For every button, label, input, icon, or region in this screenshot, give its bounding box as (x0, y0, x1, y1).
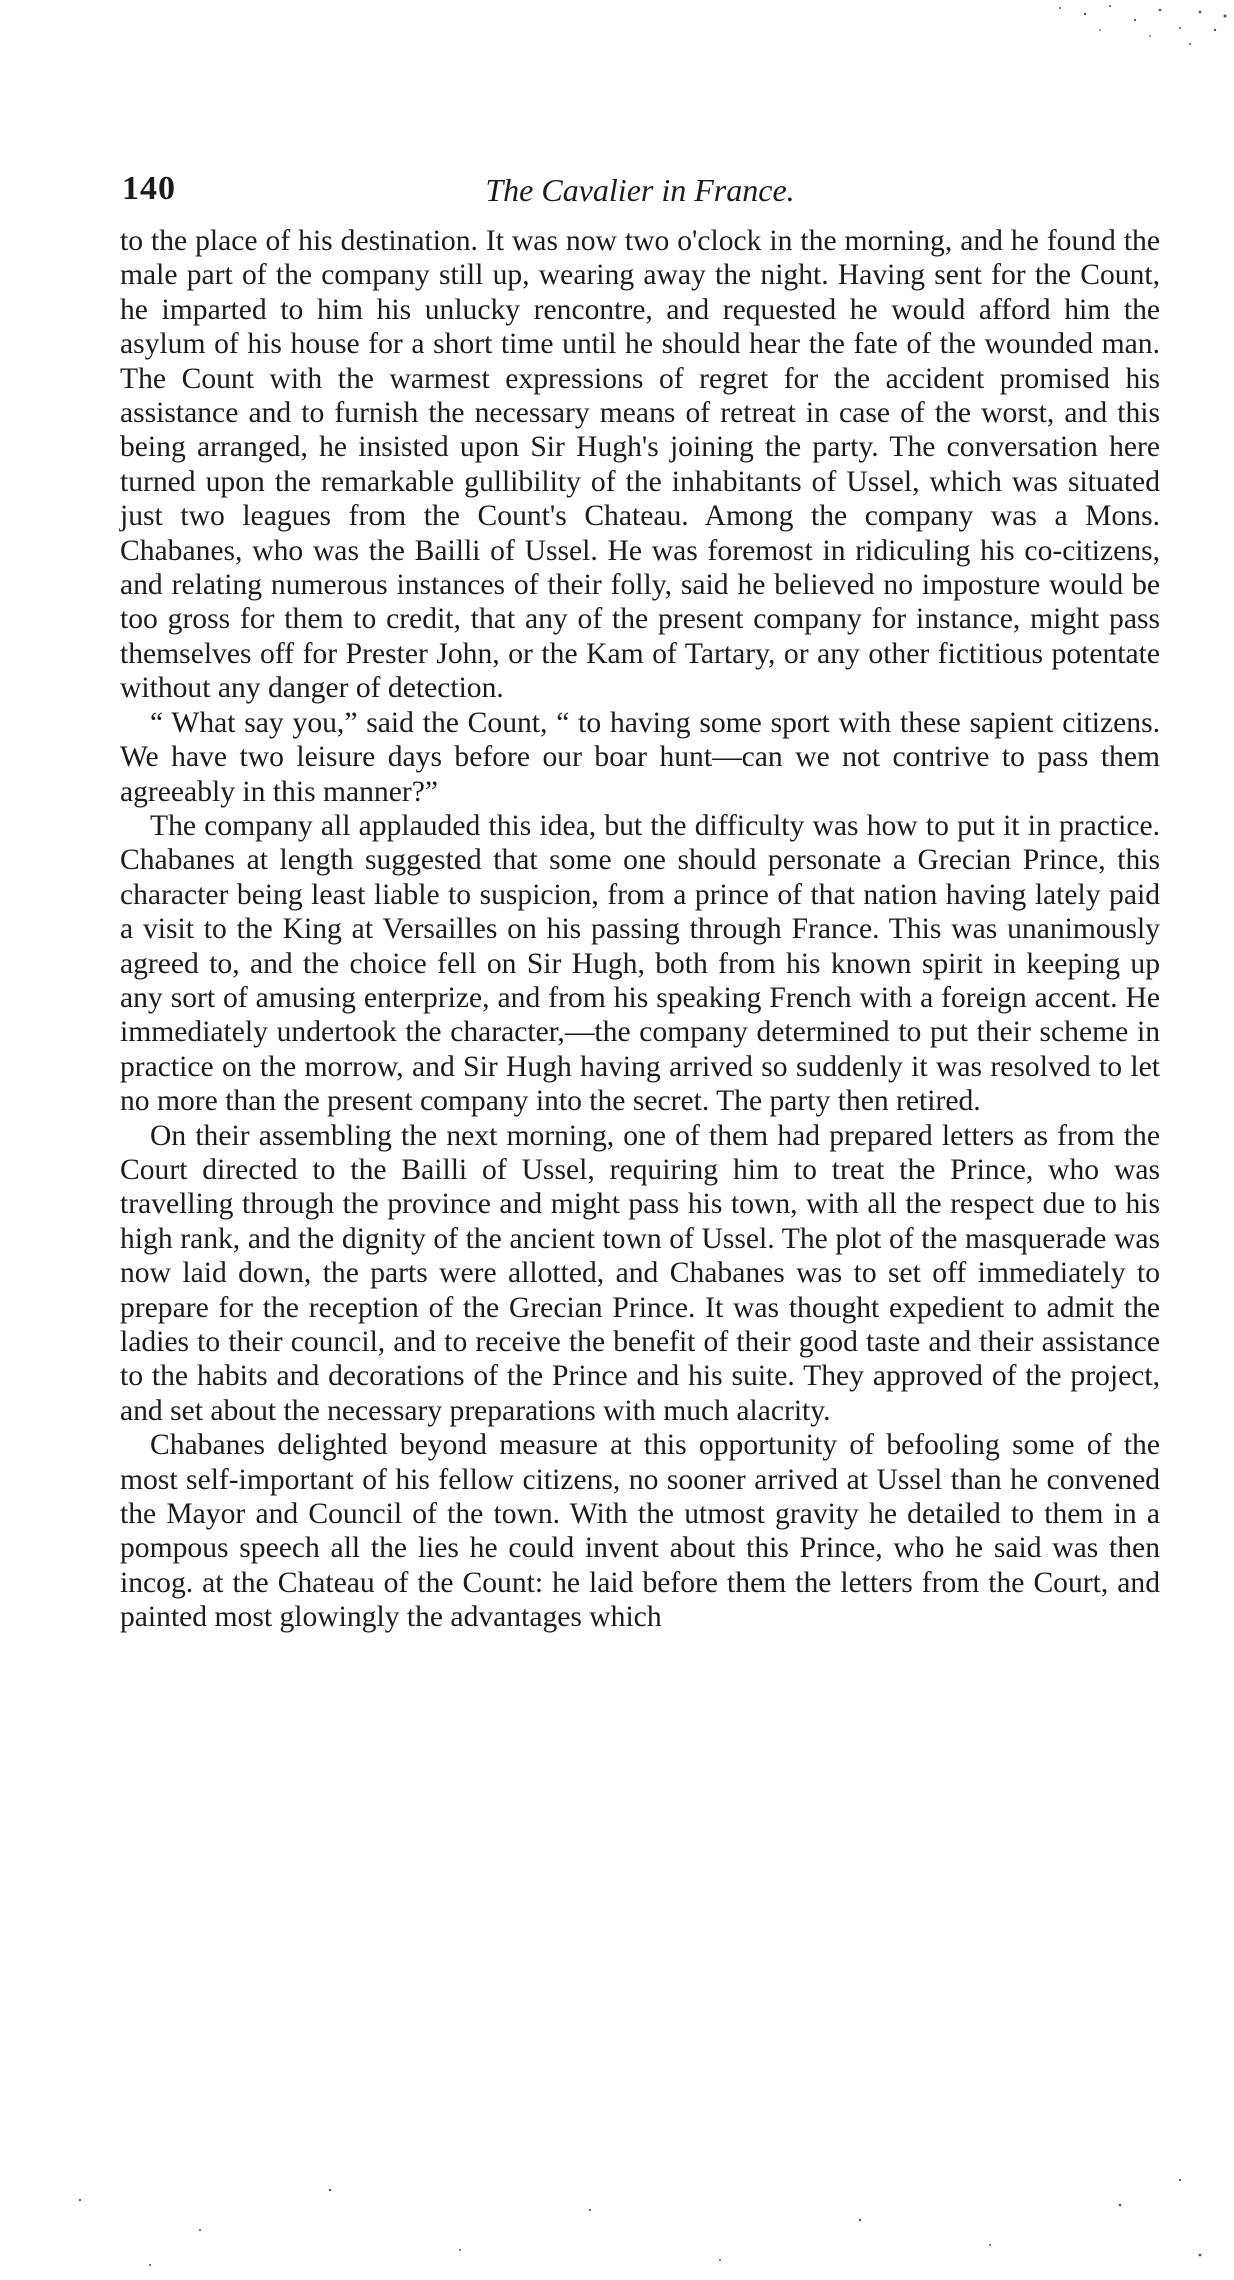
running-title: The Cavalier in France. (485, 172, 795, 208)
scan-speckle-bottom (0, 2160, 1234, 2280)
paragraph-count-dialogue: “ What say you,” said the Count, “ to having some sport with these sapient citizens. We have two leisure days before our boar hunt—can we not contrive to pass them agreeably in this manner?” (120, 706, 1160, 808)
running-head (120, 170, 1160, 220)
paragraph-next-morning: On their assembling the next morning, one of them had prepared letters as from the Court directed to the Bailli of Ussel, requiring him to treat the Prince, who was travelling through the province and might pass his town, with all the respect due to his high rank, and the dignity of the ancient town of Ussel. The plot of the masquerade was now laid down, the parts were allotted, and Chabanes was to set off immediately to prepare for the reception of the Grecian Prince. It was thought expedient to admit the ladies to their council, and to receive the benefit of their good taste and their assistance to the habits and decorations of the Prince and his suite. They approved of the project, and set about the necessary preparations with much alacrity. (120, 1119, 1160, 1427)
paragraph-grecian-prince: The company all applauded this idea, but the difficulty was how to put it in practice. Chabanes at length suggested that some one should personate a Grecian Prince, this character being least liable to suspicion, from a prince of that nation having lately paid a visit to the King at Versailles on his passing through France. This was unanimously agreed to, and the choice fell on Sir Hugh, both from his known spirit in keeping up any sort of amusing enterprize, and from his speaking French with a foreign accent. He immediately undertook the character,—the company determined to put their scheme in practice on the morrow, and Sir Hugh having arrived so suddenly it was resolved to let no more than the present company into the secret. The party then retired. (120, 809, 1160, 1118)
paragraph-continuation: to the place of his destination. It was now two o'clock in the morning, and he found the male part of the company still up, wearing away the night. Having sent for the Count, he imparted to him his unlucky rencontre, and requested he would afford him the asylum of his house for a short time until he should hear the fate of the wounded man. The Count with the warmest expressions of regret for the accident promised his assistance and to furnish the necessary means of retreat in case of the worst, and this being arranged, he insisted upon Sir Hugh's joining the party. The conversation here turned upon the remarkable gullibility of the inhabitants of Ussel, which was situated just two leagues from the Count's Chateau. Among the company was a Mons. Chabanes, who was the Bailli of Ussel. He was foremost in ridiculing his co-citizens, and relating numerous instances of their folly, said he believed no imposture would be too gross for them to credit, that any of the present company for instance, might pass themselves off for Prester John, or the Kam of Tartary, or any other fictitious potentate without any danger of detection. (120, 225, 1160, 705)
book-page (120, 170, 1160, 2170)
paragraph-chabanes-ussel: Chabanes delighted beyond measure at this opportunity of befooling some of the most self-important of his fellow citizens, no sooner arrived at Ussel than he convened the Mayor and Council of the town. With the utmost gravity he detailed to them in a pompous speech all the lies he could invent about this Prince, who he said was then incog. at the Chateau of the Count: he laid before them the letters from the Court, and painted most glowingly the advantages which (120, 1429, 1160, 1634)
page-number: 140 (122, 170, 176, 207)
scan-speckle-top-right (1040, 0, 1234, 60)
